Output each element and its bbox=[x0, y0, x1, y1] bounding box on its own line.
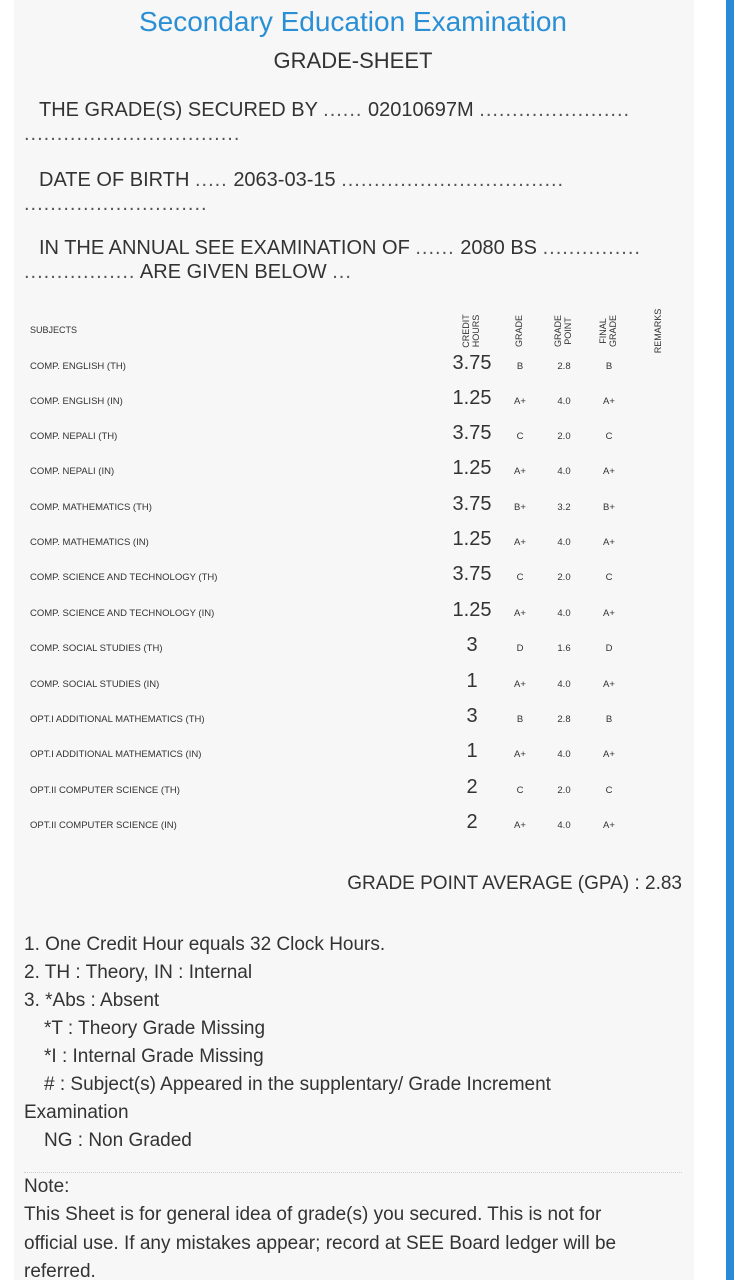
final-grade: C bbox=[605, 431, 613, 442]
subject-name: COMP. ENGLISH (TH) bbox=[30, 361, 126, 372]
subject-name: COMP. NEPALI (TH) bbox=[30, 431, 118, 442]
final-grade: A+ bbox=[603, 749, 615, 760]
subject-name: COMP. SCIENCE AND TECHNOLOGY (TH) bbox=[30, 572, 218, 583]
secured-by-line: THE GRADE(S) SECURED BY ...... 02010697M ....................... bbox=[39, 99, 631, 121]
grade-point: 2.0 bbox=[557, 572, 571, 583]
grade: B bbox=[516, 361, 524, 372]
final-grade: A+ bbox=[603, 820, 615, 831]
table-row bbox=[0, 387, 706, 430]
grade: A+ bbox=[514, 820, 526, 831]
final-grade: A+ bbox=[603, 466, 615, 477]
date-of-birth: 2063-03-15 bbox=[233, 169, 336, 191]
grade: B bbox=[516, 714, 524, 725]
credit-hours: 3 bbox=[466, 705, 478, 727]
table-row bbox=[0, 670, 706, 713]
grade-point: 2.8 bbox=[557, 714, 571, 725]
header-remarks: REMARKS bbox=[653, 308, 663, 354]
credit-hours: 1.25 bbox=[452, 387, 492, 409]
grade-point: 4.0 bbox=[557, 396, 571, 407]
grade: C bbox=[516, 572, 524, 583]
credit-hours: 3.75 bbox=[452, 352, 492, 374]
legend-credit-hour: 1. One Credit Hour equals 32 Clock Hours. bbox=[24, 934, 386, 955]
table-row bbox=[0, 493, 706, 536]
table-row bbox=[0, 740, 706, 783]
final-grade: B+ bbox=[603, 502, 615, 513]
subject-name: COMP. MATHEMATICS (IN) bbox=[30, 537, 149, 548]
subject-name: OPT.I ADDITIONAL MATHEMATICS (IN) bbox=[30, 749, 202, 760]
grade: A+ bbox=[514, 749, 526, 760]
divider bbox=[24, 1172, 682, 1173]
grade: A+ bbox=[514, 679, 526, 690]
table-row bbox=[0, 422, 706, 465]
header-credit-hours: CREDIT HOURS bbox=[461, 314, 481, 348]
credit-hours: 3.75 bbox=[452, 563, 492, 585]
credit-hours: 1.25 bbox=[452, 457, 492, 479]
table-row bbox=[0, 705, 706, 748]
grade-point: 4.0 bbox=[557, 749, 571, 760]
note-line: This Sheet is for general idea of grade(s) you secured. This is not for bbox=[24, 1204, 602, 1225]
header-grade: GRADE bbox=[514, 315, 524, 348]
table-row bbox=[0, 528, 706, 571]
final-grade: A+ bbox=[603, 608, 615, 619]
grade-point: 1.6 bbox=[557, 643, 571, 654]
credit-hours: 2 bbox=[466, 811, 478, 833]
legend-supplementary: # : Subject(s) Appeared in the supplentary/ Grade Increment bbox=[44, 1074, 551, 1095]
grade-point: 2.8 bbox=[557, 361, 571, 372]
table-row bbox=[0, 634, 706, 677]
final-grade: C bbox=[605, 785, 613, 796]
final-grade: B bbox=[605, 714, 613, 725]
subject-name: OPT.II COMPUTER SCIENCE (TH) bbox=[30, 785, 180, 796]
subject-name: COMP. NEPALI (IN) bbox=[30, 466, 115, 477]
page-accent-bar bbox=[726, 0, 734, 1280]
credit-hours: 1 bbox=[466, 670, 478, 692]
credit-hours: 1.25 bbox=[452, 599, 492, 621]
grade: A+ bbox=[514, 537, 526, 548]
final-grade: B bbox=[605, 361, 613, 372]
header-subjects: SUBJECTS bbox=[30, 325, 78, 335]
credit-hours: 3.75 bbox=[452, 493, 492, 515]
final-grade: A+ bbox=[603, 679, 615, 690]
grade: A+ bbox=[514, 396, 526, 407]
exam-line: IN THE ANNUAL SEE EXAMINATION OF ...... 2080 BS ............... bbox=[39, 237, 641, 259]
final-grade: A+ bbox=[603, 537, 615, 548]
given-below-line: ................. ARE GIVEN BELOW ... bbox=[24, 261, 352, 283]
subject-name: COMP. MATHEMATICS (TH) bbox=[30, 502, 152, 513]
note-title: Note: bbox=[24, 1176, 70, 1197]
grade-point: 4.0 bbox=[557, 537, 571, 548]
table-row bbox=[0, 776, 706, 819]
table-row bbox=[0, 563, 706, 606]
credit-hours: 1.25 bbox=[452, 528, 492, 550]
grade-point: 4.0 bbox=[557, 679, 571, 690]
final-grade: C bbox=[605, 572, 613, 583]
grade-point: 4.0 bbox=[557, 608, 571, 619]
grade: A+ bbox=[514, 608, 526, 619]
grade: C bbox=[516, 431, 524, 442]
header-grade-point: GRADE POINT bbox=[553, 315, 573, 348]
grade: B+ bbox=[514, 502, 526, 513]
legend-abs: 3. *Abs : Absent bbox=[24, 990, 160, 1011]
dotted-line: ............................ bbox=[24, 193, 208, 215]
note-line: referred. bbox=[24, 1261, 96, 1282]
exam-year: 2080 BS bbox=[460, 237, 538, 259]
grade-point: 3.2 bbox=[557, 502, 571, 513]
legend-internal-missing: *I : Internal Grade Missing bbox=[44, 1046, 264, 1067]
grade: A+ bbox=[514, 466, 526, 477]
dotted-line: ................................. bbox=[24, 123, 241, 145]
subject-name: COMP. ENGLISH (IN) bbox=[30, 396, 123, 407]
legend-examination: Examination bbox=[24, 1102, 129, 1123]
grade: C bbox=[516, 785, 524, 796]
subject-name: COMP. SCIENCE AND TECHNOLOGY (IN) bbox=[30, 608, 215, 619]
note-line: official use. If any mistakes appear; record at SEE Board ledger will be bbox=[24, 1233, 617, 1254]
symbol-number: 02010697M bbox=[368, 99, 474, 121]
gpa-summary: GRADE POINT AVERAGE (GPA) : 2.83 bbox=[347, 873, 682, 894]
grade: D bbox=[516, 643, 524, 654]
dob-line: DATE OF BIRTH ..... 2063-03-15 .................................. bbox=[39, 169, 565, 191]
subject-name: OPT.I ADDITIONAL MATHEMATICS (TH) bbox=[30, 714, 205, 725]
page-title: Secondary Education Examination bbox=[138, 6, 568, 37]
legend-th-in: 2. TH : Theory, IN : Internal bbox=[24, 962, 253, 983]
credit-hours: 3 bbox=[466, 634, 478, 656]
table-row bbox=[0, 811, 706, 854]
table-row bbox=[0, 599, 706, 642]
subject-name: OPT.II COMPUTER SCIENCE (IN) bbox=[30, 820, 177, 831]
credit-hours: 2 bbox=[466, 776, 478, 798]
header-final-grade: FINAL GRADE bbox=[598, 315, 618, 348]
grade-point: 4.0 bbox=[557, 466, 571, 477]
grade-point: 2.0 bbox=[557, 431, 571, 442]
subject-name: COMP. SOCIAL STUDIES (TH) bbox=[30, 643, 163, 654]
table-row bbox=[0, 457, 706, 500]
grade-point: 2.0 bbox=[557, 785, 571, 796]
legend-non-graded: NG : Non Graded bbox=[44, 1130, 192, 1151]
grade-point: 4.0 bbox=[557, 820, 571, 831]
credit-hours: 3.75 bbox=[452, 422, 492, 444]
page-subtitle: GRADE-SHEET bbox=[273, 48, 433, 73]
final-grade: D bbox=[605, 643, 613, 654]
credit-hours: 1 bbox=[466, 740, 478, 762]
final-grade: A+ bbox=[603, 396, 615, 407]
table-row bbox=[0, 352, 706, 395]
subject-name: COMP. SOCIAL STUDIES (IN) bbox=[30, 679, 160, 690]
legend-theory-missing: *T : Theory Grade Missing bbox=[44, 1018, 266, 1039]
